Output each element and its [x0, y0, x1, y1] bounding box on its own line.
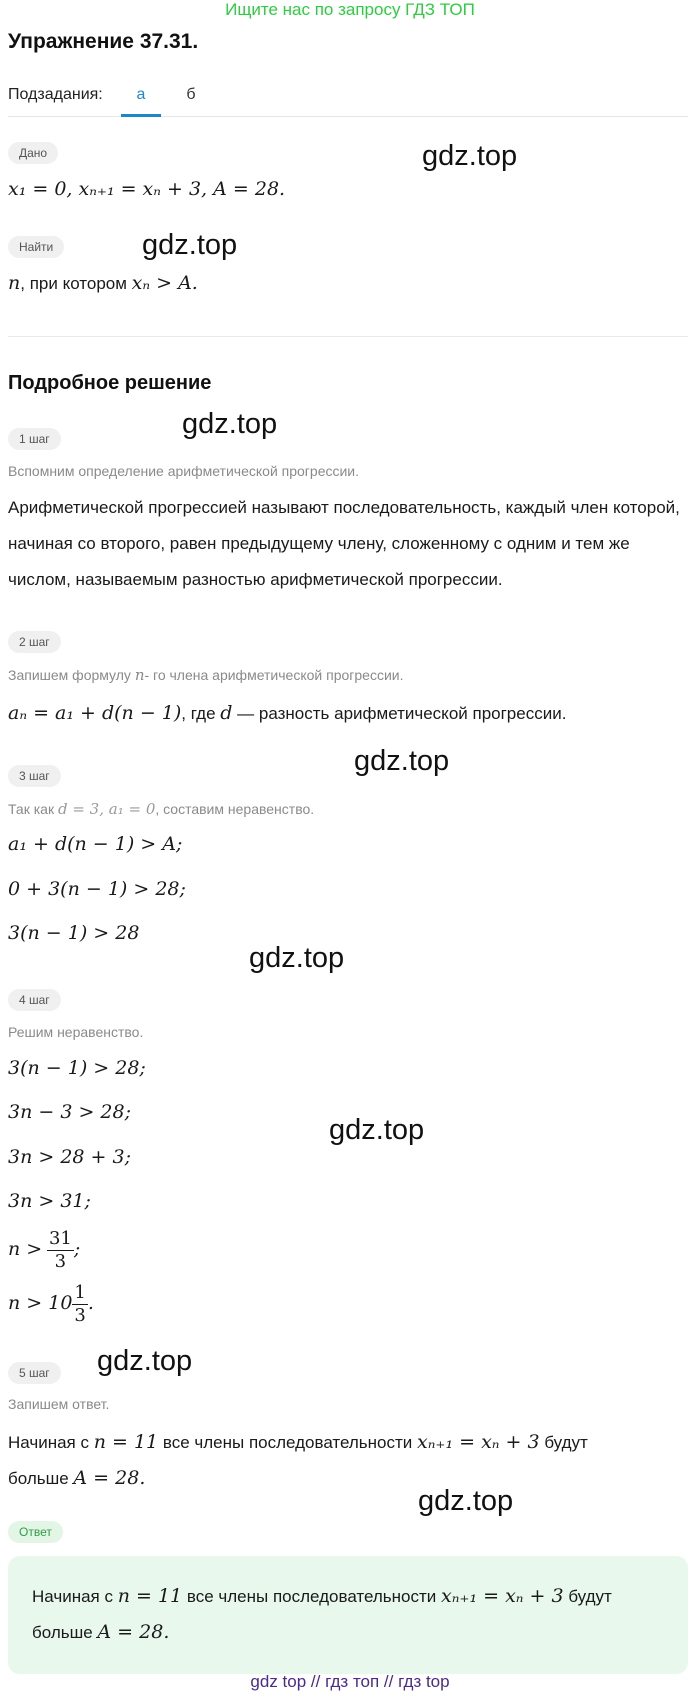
step2-hint-n: n: [134, 666, 145, 684]
step3-line-2: [8, 878, 186, 900]
step4-frac2-num: 1: [74, 1282, 86, 1303]
subtasks-label: Подзадания:: [8, 86, 103, 103]
answer-chip: Ответ: [8, 1521, 63, 1543]
step2-formula-line: [8, 702, 566, 724]
watermark-1: gdz.top: [422, 140, 518, 172]
step2-d: d: [220, 702, 233, 724]
watermark-4: gdz.top: [354, 745, 450, 777]
find-statement: [8, 272, 198, 294]
step5-chip: 5 шаг: [8, 1362, 61, 1384]
given-formula: [8, 178, 285, 200]
step2-formula: aₙ = a₁ + d(n − 1): [8, 702, 182, 724]
step5-text-c: будут: [539, 1433, 588, 1452]
step4-fraction-line-1: [8, 1228, 80, 1273]
step3-math-2: 0 + 3(n − 1) > 28;: [8, 878, 186, 900]
step5-text-b: все члены последовательности: [158, 1433, 418, 1452]
answer-f1: n = 11: [117, 1585, 183, 1607]
step4-line-3: [8, 1146, 131, 1168]
step5-text-d: больше: [8, 1469, 74, 1488]
answer-line-2: [32, 1614, 672, 1651]
step4-frac1-den: 3: [54, 1251, 67, 1272]
step3-math-3: 3(n − 1) > 28: [8, 922, 140, 944]
watermark-7: gdz.top: [97, 1345, 193, 1377]
step4-hint: Решим неравенство.: [8, 1024, 144, 1040]
step3-line-1: [8, 833, 182, 855]
step1-text: Арифметической прогрессией называют последовательность, каждый член которой, начиная со второго, равен предыдущему члену, сложенному с одним и тем же числом, называемым разностью арифметической прогрессии.: [8, 498, 680, 589]
step4-frac2-lhs: n > 10: [8, 1291, 73, 1314]
step3-hint-a: Так как: [8, 801, 58, 817]
answer-line-1: [32, 1578, 672, 1615]
step4-frac1-tail: ;: [73, 1237, 81, 1260]
watermark-8: gdz.top: [418, 1485, 514, 1517]
page-title: Упражнение 37.31.: [8, 30, 199, 53]
step2-hint-b: - го члена арифметической прогрессии.: [144, 667, 404, 683]
step4-math-4: 3n > 31;: [8, 1190, 91, 1212]
answer-f3: A = 28.: [97, 1621, 170, 1643]
step4-frac2: [72, 1282, 87, 1327]
step4-line-4: [8, 1190, 91, 1212]
step2-chip: 2 шаг: [8, 631, 61, 653]
step4-fraction-line-2: [8, 1282, 94, 1327]
step4-math-2: 3n − 3 > 28;: [8, 1101, 131, 1123]
step5-hint: Запишем ответ.: [8, 1396, 110, 1412]
step4-frac1: [47, 1228, 74, 1273]
step4-math-1: 3(n − 1) > 28;: [8, 1057, 146, 1079]
find-n: n: [8, 272, 21, 294]
step4-math-3: 3n > 28 + 3;: [8, 1146, 131, 1168]
watermark-5: gdz.top: [249, 942, 345, 974]
watermark-3: gdz.top: [182, 408, 278, 440]
step3-hint: [8, 800, 314, 818]
subtasks-bar: [8, 80, 688, 117]
step4-frac2-den: 3: [74, 1305, 86, 1326]
step3-math-1: a₁ + d(n − 1) > A;: [8, 833, 183, 855]
answer-box: [8, 1556, 688, 1674]
answer-text-d: больше: [32, 1623, 98, 1642]
step2-text-a: , где: [181, 704, 221, 723]
solution-title: Подробное решение: [8, 372, 212, 394]
step3-chip: 3 шаг: [8, 765, 61, 787]
step3-line-3: [8, 922, 139, 944]
step2-hint-a: Запишем формулу: [8, 667, 135, 683]
step1-hint: Вспомним определение арифметической прогрессии.: [8, 463, 360, 479]
step5-text-a: Начиная с: [8, 1433, 94, 1452]
find-chip: Найти: [8, 236, 64, 258]
answer-text-a: Начиная с: [32, 1587, 118, 1606]
step4-frac1-num: 31: [48, 1228, 72, 1249]
footer-links[interactable]: gdz top // гдз топ // гдз top: [250, 1672, 450, 1691]
step2-hint: [8, 666, 403, 684]
tab-subtask-b[interactable]: б: [186, 86, 196, 103]
tab-subtask-a[interactable]: а: [121, 80, 161, 117]
answer-text-c: будут: [563, 1587, 612, 1606]
given-chip: Дано: [8, 142, 58, 164]
answer-text-b: все члены последовательности: [182, 1587, 442, 1606]
step1-chip: 1 шаг: [8, 428, 61, 450]
step5-f2: xₙ₊₁ = xₙ + 3: [417, 1431, 540, 1453]
watermark-2: gdz.top: [142, 229, 238, 261]
step4-frac2-tail: .: [87, 1291, 94, 1314]
step5-line-2: [8, 1467, 145, 1489]
step5-line-1: [8, 1431, 588, 1453]
step4-line-2: [8, 1101, 131, 1123]
step4-frac1-lhs: n >: [8, 1237, 43, 1260]
step5-f1: n = 11: [93, 1431, 159, 1453]
watermark-6: gdz.top: [329, 1114, 425, 1146]
given-math: x₁ = 0, xₙ₊₁ = xₙ + 3, A = 28.: [8, 178, 286, 200]
answer-f2: xₙ₊₁ = xₙ + 3: [441, 1585, 564, 1607]
step5-f3: A = 28.: [73, 1467, 146, 1489]
step3-hint-f: d = 3, a₁ = 0: [57, 800, 156, 818]
section-divider: [8, 336, 688, 337]
promo-banner[interactable]: Ищите нас по запросу ГДЗ ТОП: [225, 0, 475, 19]
step4-line-1: [8, 1057, 146, 1079]
find-text: , при котором: [20, 274, 132, 293]
step4-chip: 4 шаг: [8, 989, 61, 1011]
step2-text-b: — разность арифметической прогрессии.: [232, 704, 567, 723]
find-math: xₙ > A.: [131, 272, 198, 294]
step3-hint-b: , составим неравенство.: [155, 801, 315, 817]
